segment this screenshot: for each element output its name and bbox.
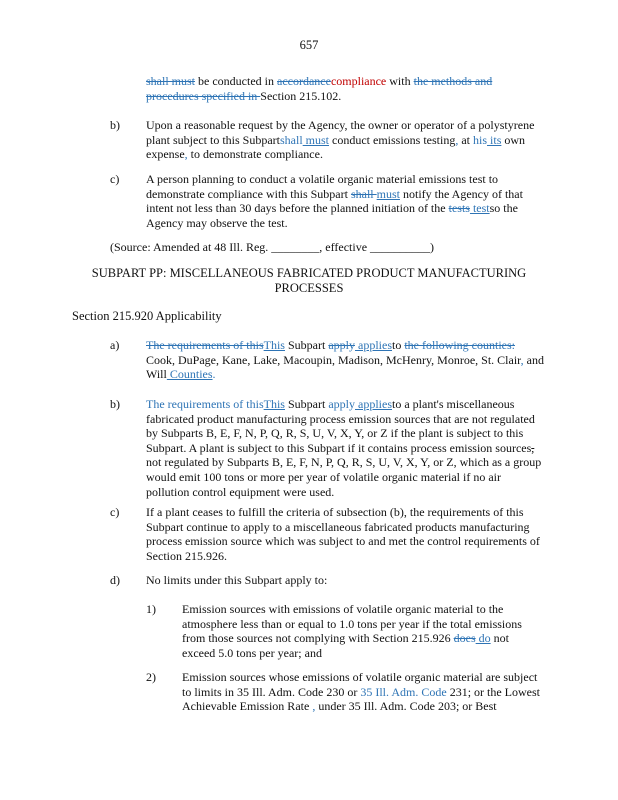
paragraph-d2: Emission sources whose emissions of volatile organic material are subject to limits in 35 Ill. Adm. Code 230 or 35 Ill. Adm. Code 231; or the Lowest Achievable Emission Rate , under 35 Ill. Adm. Code 203; or Best bbox=[182, 670, 541, 714]
item-label: c) bbox=[110, 172, 120, 186]
inserted-text: his bbox=[473, 132, 488, 147]
inserted-text: its bbox=[487, 132, 502, 147]
item-label: a) bbox=[110, 338, 120, 352]
inserted-text: The requirements of this bbox=[146, 397, 264, 411]
deleted-text: the following counties: bbox=[404, 338, 515, 352]
subpart-title: SUBPART PP: MISCELLANEOUS FABRICATED PRODUCT MANUFACTURING PROCESSES bbox=[91, 266, 527, 295]
paragraph-d: No limits under this Subpart apply to: bbox=[146, 573, 328, 587]
paragraph-b: Upon a reasonable request by the Agency, the owner or operator of a polystyrene plant subject to this Subpartshall must conduct emissions testing, at his its own expense, to demonstrate compliance. bbox=[146, 118, 535, 162]
inserted-text: must bbox=[302, 132, 330, 147]
deleted-text: accordance bbox=[277, 74, 331, 88]
item-label: 1) bbox=[146, 602, 156, 616]
source-note: (Source: Amended at 48 Ill. Reg. ________, effective __________) bbox=[110, 240, 435, 254]
inserted-text: This bbox=[263, 338, 285, 352]
inserted-text: 35 Ill. Adm. Code bbox=[360, 684, 447, 699]
deleted-text: does bbox=[453, 631, 476, 646]
inserted-text: test bbox=[469, 201, 490, 216]
inserted-text: applies bbox=[355, 397, 392, 411]
deleted-text: The requirements of this bbox=[146, 338, 264, 352]
deleted-text: apply bbox=[328, 338, 355, 352]
item-label: b) bbox=[110, 118, 120, 132]
item-label: c) bbox=[110, 505, 120, 519]
inserted-text: must bbox=[376, 186, 400, 201]
inserted-text: applies bbox=[355, 338, 392, 352]
section-title: Section 215.920 Applicability bbox=[72, 309, 222, 323]
item-label: d) bbox=[110, 573, 120, 587]
inserted-text: compliance bbox=[330, 74, 387, 88]
page-number: 657 bbox=[299, 38, 319, 52]
inserted-text: apply bbox=[328, 397, 355, 411]
inserted-text: This bbox=[263, 397, 285, 411]
continued-paragraph: shall must be conducted in accordancecompliance with the methods and procedures specified in Section 215.102. bbox=[146, 74, 493, 103]
deleted-text: shall must bbox=[146, 74, 196, 88]
inserted-text: shall bbox=[280, 132, 303, 147]
paragraph-c2: If a plant ceases to fulfill the criteria of subsection (b), the requirements of this Subpart continue to apply to a miscellaneous fabricated products manufacturing process emission source which was subject to and met the control requirements of Section 215.926. bbox=[146, 505, 540, 563]
inserted-text: Counties bbox=[166, 367, 213, 382]
deleted-text: tests bbox=[448, 201, 470, 216]
deleted-text: shall bbox=[350, 186, 377, 201]
paragraph-c: A person planning to conduct a volatile organic material emissions test to demonstrate compliance with this Subpart shall must notify the Agency of that intent not less than 30 days before the planned initiation of the tests testso the Agency may observe the test. bbox=[146, 172, 523, 230]
paragraph-d1: Emission sources with emissions of volatile organic material to the atmosphere less than or equal to 1.0 tons per year if the total emissions from those sources not complying with Section 215.926 does do not exceed 5.0 tons per year; and bbox=[182, 602, 522, 660]
paragraph-a: The requirements of thisThis Subpart apply appliesto the following counties: Cook, DuPage, Kane, Lake, Macoupin, Madison, McHenry, Monroe, St. Clair, and Will Counties. bbox=[146, 338, 544, 382]
deleted-text: the methods and procedures specified in bbox=[146, 74, 493, 103]
paragraph-b2: The requirements of thisThis Subpart apply appliesto a plant's miscellaneous fabricated product manufacturing process emission sources that are not regulated by Subparts B, E, F, N, P, Q, R, S, U, V, X, Y, or Z if the plant is subject to this Subpart. A plant is subject to this Subpart if it contains process emission sources, not regulated by Subparts B, E, F, N, P, Q, R, S, U, V, X, Y, or Z, which as a group would emit 100 tons or more per year of volatile organic material if no air pollution control equipment were used. bbox=[146, 397, 542, 499]
inserted-text: do bbox=[475, 631, 491, 646]
item-label: b) bbox=[110, 397, 120, 411]
item-label: 2) bbox=[146, 670, 156, 684]
